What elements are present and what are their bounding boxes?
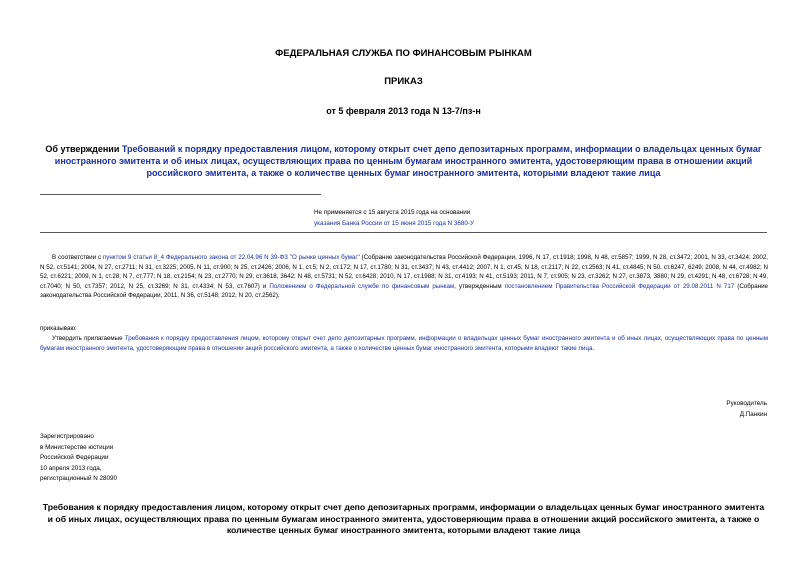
document-title xyxy=(40,143,767,179)
law-link[interactable]: пунктом 9 статьи 8_4 Федерального закона от 22.04.96 N 39-ФЗ "О рынке ценных бумаг" xyxy=(102,254,360,261)
divider-top xyxy=(40,194,321,195)
registration-line: 10 апреля 2013 года, xyxy=(40,464,102,472)
agency-heading: ФЕДЕРАЛЬНАЯ СЛУЖБА ПО ФИНАНСОВЫМ РЫНКАМ xyxy=(275,48,532,59)
applicability-note xyxy=(314,207,474,229)
preamble-paragraph xyxy=(40,253,768,301)
doc-type-heading: ПРИКАЗ xyxy=(384,76,423,87)
preamble-text-4: (Собрание законодательства Российской Федерации, 2011, N 36, ст.5148; 2012, N 20, ст.2562), xyxy=(40,282,768,300)
divider-bottom xyxy=(40,232,767,233)
regulation-link[interactable]: Положением о Федеральной службе по финансовым рынкам xyxy=(269,282,455,290)
signature-block xyxy=(726,398,767,420)
signatory-position: Руководитель xyxy=(726,400,767,407)
preamble-text-1: В соответствии с xyxy=(52,254,103,261)
approval-paragraph xyxy=(40,334,768,353)
preamble-text-2: (Собрание законодательства Российской Федерации, 1996, N 17, ст.1918; 1998, N 48, ст.5857; 1999, N 28, ст.3472; 2001, N 33, ст.3424; 2002, N 52, ст.5141; 2004, N 27, ст.2711; N 31, ст.3225; 2005, N 11, ст.900; N 25, ст.2426; 2006, N 1, ст.5; N 2, ст.172; N 17, ст.1780; N 31, ст.3437; N 43, ст.4412; 2007, N 1, ст.45; N 18, ст.2117; N 22, ст.2563; N 41, ст.4845; N 50, ст.6247, 6249; 2008, N 44, ст.4982; N 52, ст.6221; 2009, N 1, ст.28; N 7, ст.777; N 18, ст.2154; N 23, ст.2770; N 29, ст.3618, 3642; N 48, ст.5731; N 52, ст.6428; 2010, N 17, ст.1988; N 31, ст.4193; N 41, ст.5193; 2011, N 7, ст.905; N 23, ст.3262; N 27, ст.3873, 3880; N 29, ст.4291; N 48, ст.6728; N 49, ст.7040; N 50, ст.7357; 2012, N 25, ст.3269; N 31, ст.4334; N 53, ст.7607) и xyxy=(40,254,769,290)
approval-text-1: Утвердить прилагаемые xyxy=(52,335,125,342)
date-number-heading: от 5 февраля 2013 года N 13-7/пз-н xyxy=(326,106,481,116)
registration-line: в Министерстве юстиции xyxy=(40,443,114,451)
signatory-name: Д.Панкин xyxy=(739,411,767,418)
requirements-title: Требования к порядку предоставления лицом, которому открыт счет депо депозитарных программ, информации о владельцах ценных бумаг иностранного эмитента и об иных лицах, осуществляющих права по ценным бумагам иностранного эмитента, удостоверяющим права в отношении акций российского эмитента, а также о количестве ценных бумаг иностранного эмитента, которыми владеют такие лица xyxy=(42,502,765,535)
registration-line: Российской Федерации xyxy=(40,454,109,461)
title-link[interactable]: Требований к порядку предоставления лицом, которому открыт счет депо депозитарных программ, информации о владельцах ценных бумаг иностранного эмитента и об иных лицах, осуществляющих права по ценным бумагам иностранного эмитента, удостоверяющим права в отношении акций российского эмитента, а также о количестве ценных бумаг иностранного эмитента, которыми владеют такие лица xyxy=(54,144,762,178)
note-text: Не применяется с 15 августа 2015 года на основании xyxy=(314,209,471,216)
registration-line: регистрационный N 28090 xyxy=(40,475,118,482)
registration-line: Зарегистрировано xyxy=(40,433,94,440)
orders-word: приказываю: xyxy=(40,325,77,332)
note-link[interactable]: указания Банка России от 15 июня 2015 года N 3680-У xyxy=(314,220,475,227)
requirements-link[interactable]: Требования к порядку предоставления лицом, которому открыт счет депо депозитарных программ, информации о владельцах ценных бумаг иностранного эмитента и об иных лицах, осуществляющих права по ценным бумагам иностранного эмитента, удостоверяющим права в отношении акций российского эмитента, а также о количестве ценных бумаг иностранного эмитента, которыми владеют такие лица xyxy=(40,335,769,352)
title-prefix: Об утверждении xyxy=(45,144,122,154)
preamble-text-3: , утвержденным xyxy=(454,282,505,290)
approval-text-2: . xyxy=(592,344,595,352)
decree-link[interactable]: постановлением Правительства Российской Федерации от 29.08.2011 N 717 xyxy=(504,282,735,290)
registration-block xyxy=(40,432,117,485)
